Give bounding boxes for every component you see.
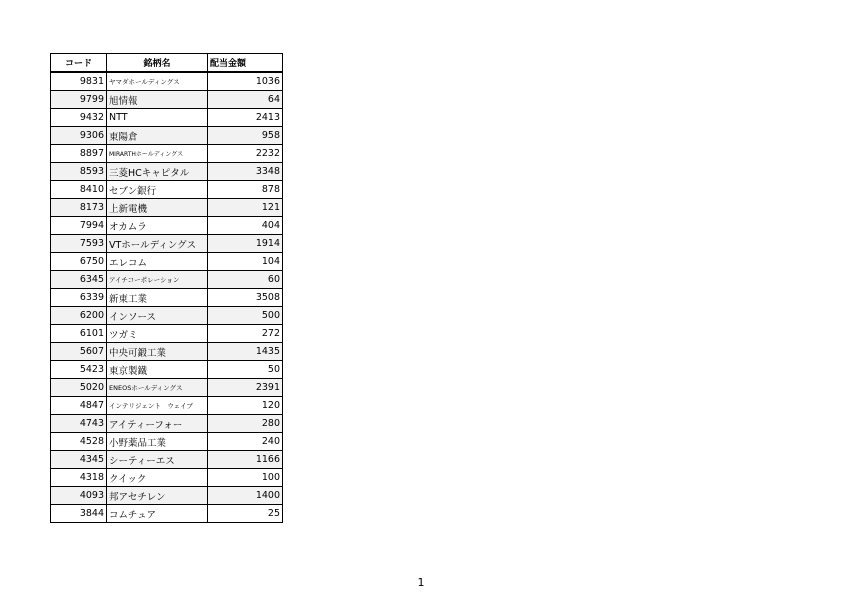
cell-code: 5607 (51, 343, 107, 361)
table-row (51, 379, 283, 397)
cell-amount: 1435 (208, 343, 283, 361)
cell-name: コムチュア (107, 505, 208, 523)
cell-code: 8897 (51, 145, 107, 163)
cell-name: NTT (107, 109, 208, 127)
cell-code: 3844 (51, 505, 107, 523)
cell-name: ツガミ (107, 325, 208, 343)
cell-amount: 3348 (208, 163, 283, 181)
cell-amount: 1400 (208, 487, 283, 505)
cell-amount: 60 (208, 271, 283, 289)
cell-name: 中央可鍛工業 (107, 343, 208, 361)
cell-code: 5423 (51, 361, 107, 379)
cell-amount: 404 (208, 217, 283, 235)
cell-name: アイティーフォー (107, 415, 208, 433)
cell-name: ENEOSホールディングス (107, 379, 208, 397)
cell-amount: 120 (208, 397, 283, 415)
cell-name: ヤマダホールディングス (107, 72, 208, 91)
cell-name: セブン銀行 (107, 181, 208, 199)
cell-name: 邦アセチレン (107, 487, 208, 505)
cell-code: 6750 (51, 253, 107, 271)
table-row (51, 289, 283, 307)
table-row (51, 271, 283, 289)
cell-name: シーティーエス (107, 451, 208, 469)
cell-amount: 104 (208, 253, 283, 271)
cell-amount: 240 (208, 433, 283, 451)
cell-name: エレコム (107, 253, 208, 271)
cell-amount: 100 (208, 469, 283, 487)
table-row (51, 343, 283, 361)
cell-name: 上新電機 (107, 199, 208, 217)
dividend-table (50, 53, 283, 523)
cell-amount: 2232 (208, 145, 283, 163)
table-row (51, 415, 283, 433)
cell-code: 9432 (51, 109, 107, 127)
cell-amount: 958 (208, 127, 283, 145)
cell-name: 小野薬品工業 (107, 433, 208, 451)
page-number: 1 (417, 576, 425, 589)
cell-code: 4743 (51, 415, 107, 433)
cell-code: 4318 (51, 469, 107, 487)
header-amount: 配当金額 (208, 54, 283, 73)
cell-code: 9831 (51, 72, 107, 91)
cell-amount: 1166 (208, 451, 283, 469)
table-row (51, 163, 283, 181)
cell-code: 7994 (51, 217, 107, 235)
cell-amount: 25 (208, 505, 283, 523)
cell-code: 6345 (51, 271, 107, 289)
table-row (51, 361, 283, 379)
table-row (51, 397, 283, 415)
cell-name: 東京製鐵 (107, 361, 208, 379)
cell-code: 4847 (51, 397, 107, 415)
table-row (51, 235, 283, 253)
cell-code: 8410 (51, 181, 107, 199)
table-row (51, 91, 283, 109)
cell-code: 6101 (51, 325, 107, 343)
cell-code: 9306 (51, 127, 107, 145)
table-row (51, 145, 283, 163)
header-name: 銘柄名 (107, 54, 208, 73)
cell-name: VTホールディングス (107, 235, 208, 253)
cell-code: 8173 (51, 199, 107, 217)
cell-name: 旭情報 (107, 91, 208, 109)
table-row (51, 505, 283, 523)
cell-amount: 878 (208, 181, 283, 199)
table-row (51, 433, 283, 451)
table-row (51, 181, 283, 199)
cell-amount: 3508 (208, 289, 283, 307)
cell-name: クイック (107, 469, 208, 487)
cell-name: 東陽倉 (107, 127, 208, 145)
cell-name: インソース (107, 307, 208, 325)
cell-amount: 500 (208, 307, 283, 325)
table-row (51, 109, 283, 127)
cell-code: 7593 (51, 235, 107, 253)
cell-amount: 280 (208, 415, 283, 433)
table-row (51, 199, 283, 217)
cell-name: MIRARTHホールディングス (107, 145, 208, 163)
cell-code: 5020 (51, 379, 107, 397)
cell-code: 4093 (51, 487, 107, 505)
cell-amount: 121 (208, 199, 283, 217)
cell-amount: 1914 (208, 235, 283, 253)
table-row (51, 325, 283, 343)
cell-code: 4528 (51, 433, 107, 451)
cell-name: オカムラ (107, 217, 208, 235)
cell-amount: 50 (208, 361, 283, 379)
cell-name: 新東工業 (107, 289, 208, 307)
table-row (51, 253, 283, 271)
table-row (51, 307, 283, 325)
table-row (51, 127, 283, 145)
cell-code: 6339 (51, 289, 107, 307)
cell-amount: 272 (208, 325, 283, 343)
cell-name: インテリジェント ウェイブ (107, 397, 208, 415)
table-row (51, 72, 283, 91)
cell-code: 6200 (51, 307, 107, 325)
table-row (51, 451, 283, 469)
header-code: コード (51, 54, 107, 73)
cell-name: 三菱HCキャピタル (107, 163, 208, 181)
cell-amount: 2413 (208, 109, 283, 127)
cell-name: アイチコーポレーション (107, 271, 208, 289)
table-row (51, 487, 283, 505)
cell-code: 4345 (51, 451, 107, 469)
cell-code: 8593 (51, 163, 107, 181)
cell-amount: 64 (208, 91, 283, 109)
cell-amount: 2391 (208, 379, 283, 397)
cell-code: 9799 (51, 91, 107, 109)
table-row (51, 217, 283, 235)
table-row (51, 469, 283, 487)
table-header-row (51, 54, 283, 73)
cell-amount: 1036 (208, 72, 283, 91)
